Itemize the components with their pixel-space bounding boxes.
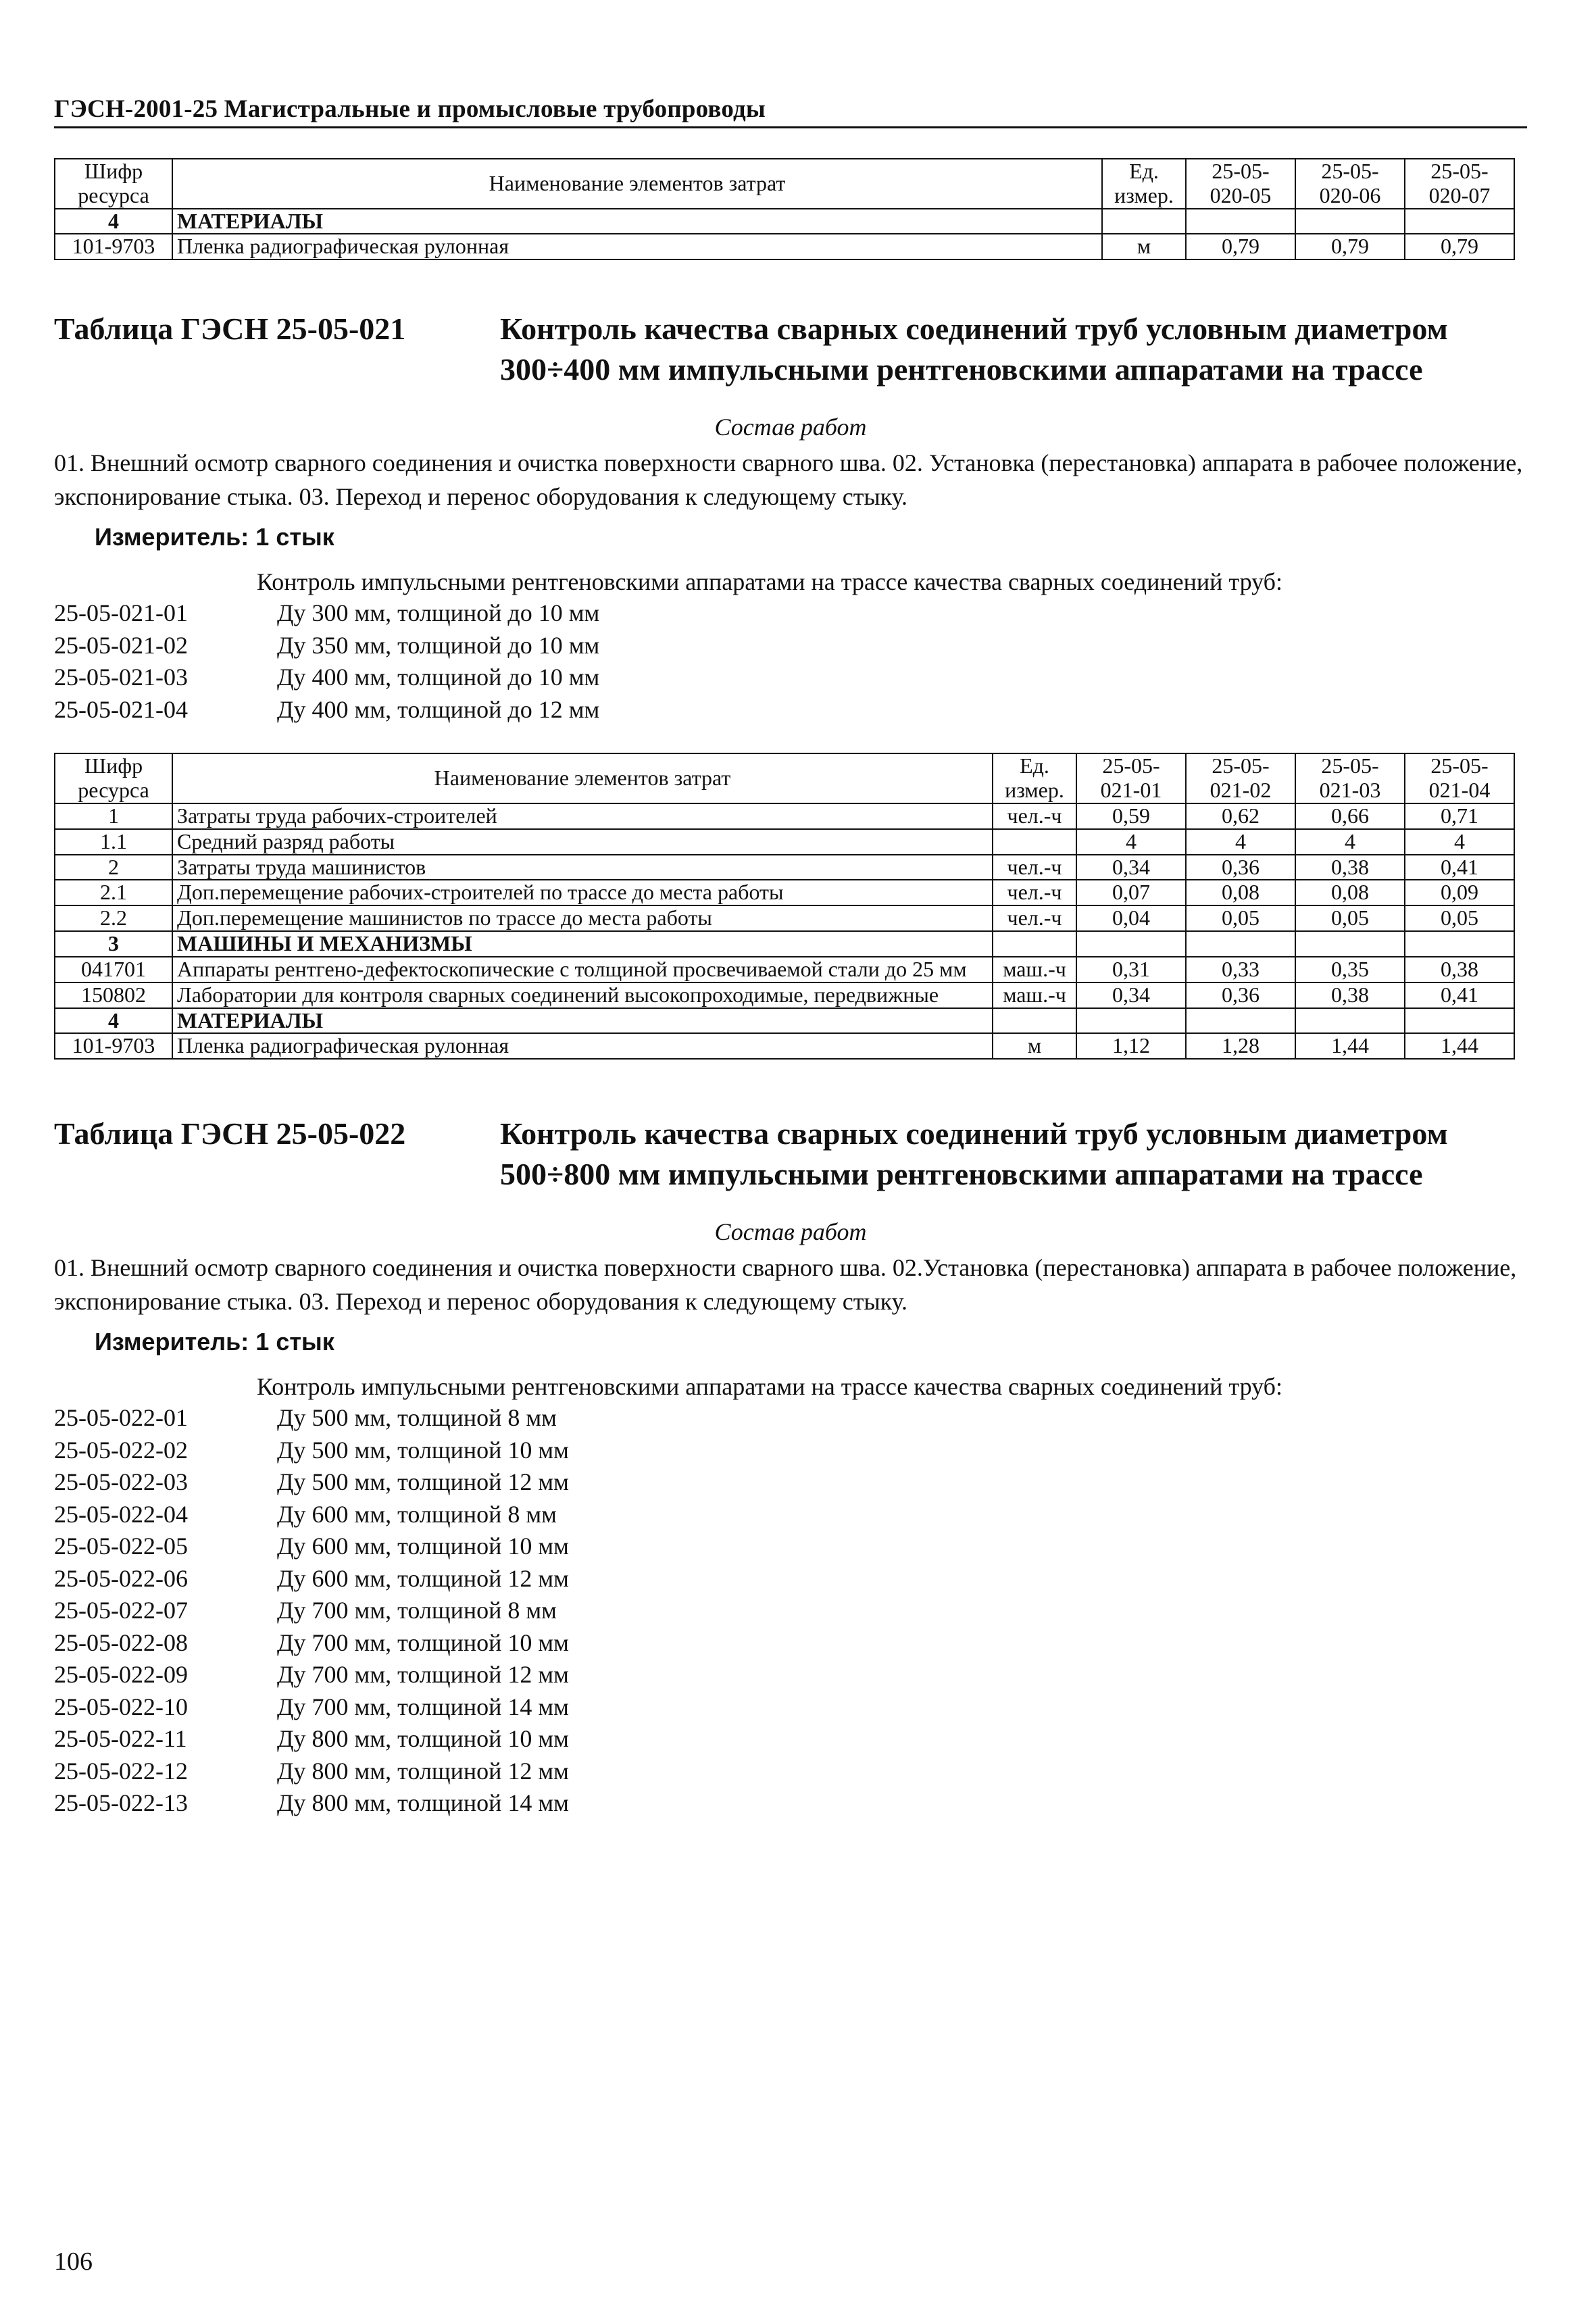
value-cell <box>1405 1008 1514 1034</box>
unit-header-line1: Ед. <box>1129 159 1159 183</box>
value-cell: 0,05 <box>1186 905 1295 931</box>
measure-unit: Измеритель: 1 стык <box>95 1328 334 1356</box>
value-cell <box>1186 931 1295 957</box>
value-cell: 0,41 <box>1405 855 1514 880</box>
norm-column-header <box>1405 159 1514 209</box>
norm-code: 25-05-022-02 <box>54 1436 188 1464</box>
norm-column-header <box>1295 159 1405 209</box>
value-cell <box>1076 931 1186 957</box>
value-cell: 0,71 <box>1405 803 1514 829</box>
norm-code: 25-05-022-03 <box>54 1468 188 1496</box>
norm-header-line1: 25-05- <box>1321 159 1379 183</box>
norm-header-line1: 25-05- <box>1102 753 1160 778</box>
unit-cell <box>1102 209 1186 234</box>
norm-description: Ду 700 мм, толщиной 8 мм <box>277 1597 557 1624</box>
norm-item <box>54 1466 1527 1499</box>
value-cell: 4 <box>1405 829 1514 855</box>
table-row <box>55 234 1514 259</box>
value-cell: 0,05 <box>1405 905 1514 931</box>
table-header-row <box>55 159 1514 209</box>
norm-item <box>54 694 1527 726</box>
norm-item <box>54 1756 1527 1788</box>
norm-code: 25-05-021-03 <box>54 664 188 691</box>
resource-code-cell: 2 <box>55 855 172 880</box>
code-column-header <box>55 753 172 803</box>
unit-cell: маш.-ч <box>993 957 1076 982</box>
norm-description: Ду 800 мм, толщиной 14 мм <box>277 1789 569 1817</box>
unit-cell: чел.-ч <box>993 905 1076 931</box>
resource-name-cell: Затраты труда машинистов <box>172 855 993 880</box>
norm-header-line2: 021-04 <box>1428 778 1491 803</box>
table-row <box>55 803 1514 829</box>
norm-code: 25-05-022-06 <box>54 1564 188 1592</box>
value-cell: 0,79 <box>1186 234 1295 259</box>
unit-cell <box>993 931 1076 957</box>
value-cell: 1,44 <box>1295 1033 1405 1059</box>
resource-code-cell: 2.2 <box>55 905 172 931</box>
value-cell <box>1405 209 1514 234</box>
norm-item <box>54 1627 1527 1660</box>
value-cell: 0,66 <box>1295 803 1405 829</box>
value-cell: 4 <box>1295 829 1405 855</box>
value-cell: 1,12 <box>1076 1033 1186 1059</box>
norm-list <box>54 597 1527 726</box>
unit-cell <box>993 829 1076 855</box>
works-text: 01. Внешний осмотр сварного соединения и очистка поверхности сварного шва. 02. Установка (перестановка) аппарата в рабочее положение, экспонирование стыка. 03. Переход и перенос оборудования к следующему стыку. <box>54 449 1523 510</box>
table-header-row <box>55 753 1514 803</box>
value-cell <box>1295 209 1405 234</box>
name-column-header: Наименование элементов затрат <box>172 753 993 803</box>
resource-code-cell: 1.1 <box>55 829 172 855</box>
norm-description: Ду 700 мм, толщиной 14 мм <box>277 1693 569 1720</box>
value-cell: 1,28 <box>1186 1033 1295 1059</box>
value-cell: 0,07 <box>1076 880 1186 905</box>
running-header: ГЭСН-2001-25 Магистральные и промысловые трубопроводы <box>54 95 1527 128</box>
resource-name-cell: Средний разряд работы <box>172 829 993 855</box>
page-number: 106 <box>54 2247 93 2276</box>
value-cell: 1,44 <box>1405 1033 1514 1059</box>
norm-item <box>54 1499 1527 1531</box>
table-title: Контроль качества сварных соединений труб условным диаметром 500÷800 мм импульсными рентгеновскими аппаратами на трассе <box>500 1116 1448 1192</box>
norm-code: 25-05-021-01 <box>54 599 188 627</box>
norm-item <box>54 662 1527 694</box>
norm-code: 25-05-022-01 <box>54 1404 188 1432</box>
norms-intro: Контроль импульсными рентгеновскими аппаратами на трассе качества сварных соединений труб: <box>257 1373 1282 1401</box>
norm-description: Ду 800 мм, толщиной 12 мм <box>277 1757 569 1785</box>
norm-code: 25-05-022-13 <box>54 1789 188 1817</box>
norm-item <box>54 1787 1527 1820</box>
norm-item <box>54 1563 1527 1595</box>
table-row <box>55 829 1514 855</box>
norm-code: 25-05-022-12 <box>54 1757 188 1785</box>
table-row-section <box>55 1008 1514 1034</box>
norm-header-line1: 25-05- <box>1430 159 1489 183</box>
unit-header-line2: измер. <box>1114 182 1174 207</box>
norm-header-line2: 021-01 <box>1100 778 1162 803</box>
code-header-line2: ресурса <box>78 778 149 803</box>
norm-description: Ду 400 мм, толщиной до 10 мм <box>277 664 600 691</box>
norm-column-header <box>1076 753 1186 803</box>
table-title-block-022 <box>54 1114 1527 1195</box>
table-row <box>55 982 1514 1008</box>
value-cell <box>1295 1008 1405 1034</box>
table-row-section <box>55 931 1514 957</box>
value-cell: 0,09 <box>1405 880 1514 905</box>
norm-item <box>54 1530 1527 1563</box>
unit-cell: чел.-ч <box>993 880 1076 905</box>
norm-item <box>54 630 1527 662</box>
resource-table-021 <box>54 753 1515 1060</box>
norm-column-header <box>1186 753 1295 803</box>
value-cell: 0,41 <box>1405 982 1514 1008</box>
value-cell: 0,35 <box>1295 957 1405 982</box>
value-cell <box>1186 209 1295 234</box>
norm-header-line1: 25-05- <box>1212 159 1270 183</box>
document-page <box>54 95 1527 1820</box>
resource-name-cell: Пленка радиографическая рулонная <box>172 1033 993 1059</box>
norm-list <box>54 1402 1527 1820</box>
norm-code: 25-05-022-10 <box>54 1693 188 1720</box>
unit-column-header <box>1102 159 1186 209</box>
norm-description: Ду 350 мм, толщиной до 10 мм <box>277 631 600 659</box>
resource-code-cell: 101-9703 <box>55 234 172 259</box>
norm-description: Ду 800 мм, толщиной 10 мм <box>277 1725 569 1753</box>
norm-item <box>54 597 1527 630</box>
norm-header-line1: 25-05- <box>1321 753 1379 778</box>
norm-column-header <box>1186 159 1295 209</box>
table-row-section <box>55 209 1514 234</box>
value-cell: 0,79 <box>1405 234 1514 259</box>
norm-column-header <box>1405 753 1514 803</box>
value-cell: 4 <box>1076 829 1186 855</box>
norm-description: Ду 500 мм, толщиной 8 мм <box>277 1404 557 1432</box>
resource-code-cell: 3 <box>55 931 172 957</box>
norm-item <box>54 1402 1527 1435</box>
value-cell: 0,38 <box>1295 855 1405 880</box>
norm-header-line1: 25-05- <box>1212 753 1270 778</box>
table-row <box>55 855 1514 880</box>
value-cell <box>1295 931 1405 957</box>
value-cell: 0,31 <box>1076 957 1186 982</box>
unit-column-header <box>993 753 1076 803</box>
measure-unit: Измеритель: 1 стык <box>95 523 334 551</box>
norm-description: Ду 300 мм, толщиной до 10 мм <box>277 599 600 627</box>
code-header-line1: Шифр <box>84 159 143 183</box>
norm-description: Ду 600 мм, толщиной 8 мм <box>277 1500 557 1528</box>
resource-name-cell: Лаборатории для контроля сварных соединений высокопроходимые, передвижные <box>172 982 993 1008</box>
value-cell: 0,34 <box>1076 982 1186 1008</box>
norm-header-line2: 021-03 <box>1319 778 1381 803</box>
code-header-line1: Шифр <box>84 753 143 778</box>
resource-code-cell: 2.1 <box>55 880 172 905</box>
value-cell: 0,38 <box>1405 957 1514 982</box>
norms-intro: Контроль импульсными рентгеновскими аппаратами на трассе качества сварных соединений труб: <box>257 568 1282 596</box>
unit-header-line2: измер. <box>1005 778 1064 803</box>
value-cell: 4 <box>1186 829 1295 855</box>
norm-description: Ду 500 мм, толщиной 10 мм <box>277 1436 569 1464</box>
norm-description: Ду 500 мм, толщиной 12 мм <box>277 1468 569 1496</box>
norm-description: Ду 700 мм, толщиной 10 мм <box>277 1628 569 1656</box>
norm-header-line2: 020-07 <box>1428 182 1491 207</box>
unit-cell: чел.-ч <box>993 803 1076 829</box>
resource-name-cell: Пленка радиографическая рулонная <box>172 234 1102 259</box>
unit-cell: м <box>1102 234 1186 259</box>
value-cell: 0,05 <box>1295 905 1405 931</box>
table-row <box>55 880 1514 905</box>
unit-cell <box>993 1008 1076 1034</box>
norm-code: 25-05-022-04 <box>54 1500 188 1528</box>
resource-code-cell: 150802 <box>55 982 172 1008</box>
value-cell: 0,04 <box>1076 905 1186 931</box>
table-label: Таблица ГЭСН 25-05-022 <box>54 1116 406 1151</box>
resource-name-cell: Аппараты рентгено-дефектоскопические с толщиной просвечиваемой стали до 25 мм <box>172 957 993 982</box>
norm-description: Ду 600 мм, толщиной 12 мм <box>277 1564 569 1592</box>
unit-cell: маш.-ч <box>993 982 1076 1008</box>
norm-description: Ду 600 мм, толщиной 10 мм <box>277 1533 569 1560</box>
resource-code-cell: 4 <box>55 209 172 234</box>
norm-code: 25-05-021-02 <box>54 631 188 659</box>
norm-code: 25-05-022-07 <box>54 1597 188 1624</box>
table-row <box>55 1033 1514 1059</box>
works-heading: Состав работ <box>714 413 867 441</box>
resource-code-cell: 101-9703 <box>55 1033 172 1059</box>
code-column-header <box>55 159 172 209</box>
unit-cell: чел.-ч <box>993 855 1076 880</box>
resource-name-cell: Доп.перемещение рабочих-строителей по трассе до места работы <box>172 880 993 905</box>
norm-code: 25-05-021-04 <box>54 695 188 723</box>
value-cell: 0,38 <box>1295 982 1405 1008</box>
value-cell: 0,79 <box>1295 234 1405 259</box>
norm-header-line2: 020-05 <box>1210 182 1272 207</box>
norm-code: 25-05-022-11 <box>54 1725 187 1753</box>
value-cell: 0,36 <box>1186 855 1295 880</box>
norm-item <box>54 1659 1527 1691</box>
value-cell <box>1405 931 1514 957</box>
norm-column-header <box>1295 753 1405 803</box>
table-title-block-021 <box>54 309 1527 390</box>
value-cell: 0,08 <box>1186 880 1295 905</box>
value-cell: 0,62 <box>1186 803 1295 829</box>
norm-description: Ду 400 мм, толщиной до 12 мм <box>277 695 600 723</box>
resource-table-020 <box>54 158 1515 260</box>
value-cell: 0,33 <box>1186 957 1295 982</box>
resource-table-021-body <box>55 803 1514 1059</box>
name-column-header: Наименование элементов затрат <box>172 159 1102 209</box>
works-text: 01. Внешний осмотр сварного соединения и очистка поверхности сварного шва. 02.Установка (перестановка) аппарата в рабочее положение, экспонирование стыка. 03. Переход и перенос оборудования к следующему стыку. <box>54 1253 1517 1315</box>
resource-name-cell: МАШИНЫ И МЕХАНИЗМЫ <box>172 931 993 957</box>
resource-name-cell: МАТЕРИАЛЫ <box>172 1008 993 1034</box>
norm-item <box>54 1723 1527 1756</box>
table-title: Контроль качества сварных соединений труб условным диаметром 300÷400 мм импульсными рентгеновскими аппаратами на трассе <box>500 312 1448 387</box>
norm-item <box>54 1595 1527 1627</box>
value-cell: 0,36 <box>1186 982 1295 1008</box>
value-cell: 0,34 <box>1076 855 1186 880</box>
norm-header-line2: 021-02 <box>1210 778 1272 803</box>
norm-code: 25-05-022-05 <box>54 1533 188 1560</box>
resource-code-cell: 1 <box>55 803 172 829</box>
value-cell <box>1076 1008 1186 1034</box>
resource-name-cell: Доп.перемещение машинистов по трассе до места работы <box>172 905 993 931</box>
resource-code-cell: 041701 <box>55 957 172 982</box>
value-cell: 0,59 <box>1076 803 1186 829</box>
value-cell <box>1186 1008 1295 1034</box>
code-header-line2: ресурса <box>78 182 149 207</box>
norm-item <box>54 1691 1527 1724</box>
resource-name-cell: МАТЕРИАЛЫ <box>172 209 1102 234</box>
works-heading: Состав работ <box>714 1218 867 1245</box>
norm-description: Ду 700 мм, толщиной 12 мм <box>277 1661 569 1689</box>
table-row <box>55 905 1514 931</box>
unit-cell: м <box>993 1033 1076 1059</box>
table-row <box>55 957 1514 982</box>
norm-code: 25-05-022-09 <box>54 1661 188 1689</box>
resource-code-cell: 4 <box>55 1008 172 1034</box>
table-label: Таблица ГЭСН 25-05-021 <box>54 312 406 347</box>
norm-header-line1: 25-05- <box>1430 753 1489 778</box>
norm-item <box>54 1435 1527 1467</box>
value-cell: 0,08 <box>1295 880 1405 905</box>
norm-code: 25-05-022-08 <box>54 1628 188 1656</box>
resource-name-cell: Затраты труда рабочих-строителей <box>172 803 993 829</box>
norm-header-line2: 020-06 <box>1319 182 1381 207</box>
unit-header-line1: Ед. <box>1020 753 1049 778</box>
